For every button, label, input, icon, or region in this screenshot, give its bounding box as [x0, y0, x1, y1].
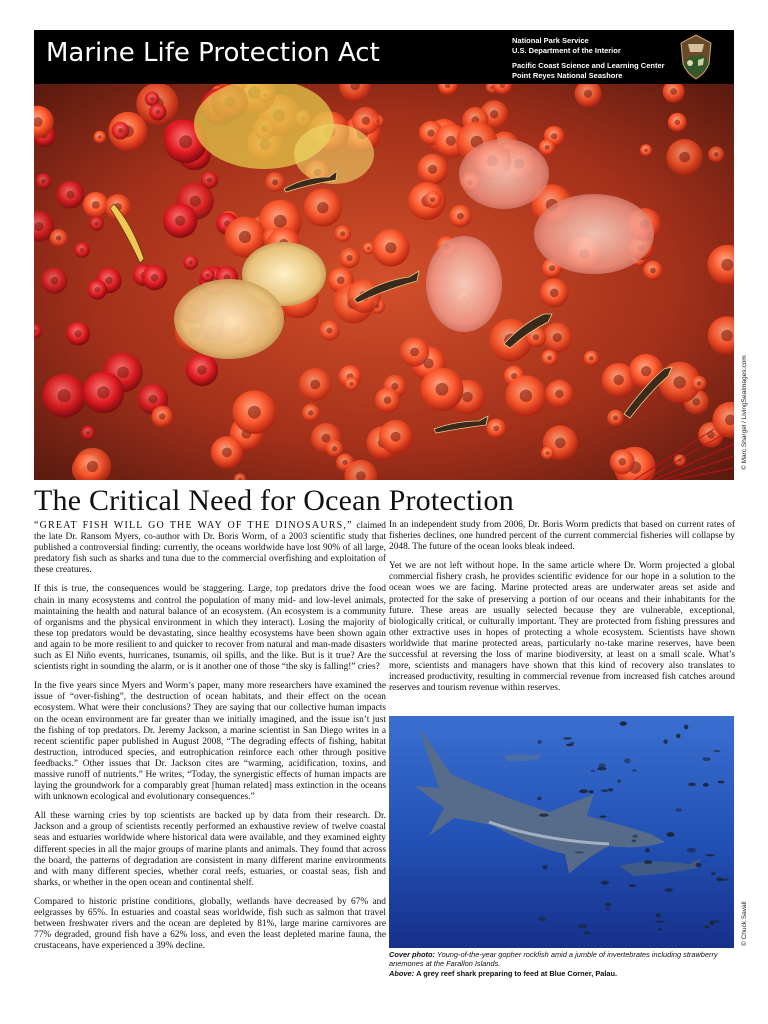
header-bar	[34, 30, 734, 84]
anemone-texture	[391, 432, 401, 442]
anemone-texture	[87, 461, 98, 472]
anemone-texture	[428, 165, 437, 174]
anemone-texture	[41, 179, 46, 184]
anemone-texture	[248, 406, 261, 419]
small-fish	[575, 851, 584, 853]
anemone-texture	[189, 260, 193, 264]
anemone-texture	[337, 276, 345, 284]
paragraph: Compared to historic pristine conditions, globally, wetlands have decreased by 67% and eelgrasses by 65%. In estuaries and coastal seas worldwide, fish such as salmon that travel between freshwater rivers and the ocean are depleted by 81%, large marine carnivores are 77% degraded, ground fish have a 62% loss, and even the least depleted marine fauna, the crustaceans, have experienced a 39% decline.	[34, 896, 386, 952]
small-fish	[599, 816, 606, 818]
small-fish	[601, 881, 609, 885]
small-fish	[584, 931, 591, 934]
lead-quote: “GREAT FISH WILL GO THE WAY OF THE DINOSAURS,”	[34, 520, 353, 531]
small-fish	[620, 721, 627, 725]
small-fish	[538, 917, 546, 922]
anemone-texture	[674, 376, 686, 388]
anemone-texture	[427, 129, 434, 136]
anemone-texture	[86, 431, 90, 435]
anemone-texture	[385, 242, 396, 253]
small-fish	[704, 925, 709, 928]
anemone-texture	[80, 248, 85, 253]
anemone-texture	[58, 389, 71, 402]
anemone-texture	[222, 448, 232, 458]
small-fish	[601, 790, 609, 792]
anemone-texture	[367, 246, 371, 250]
nps-arrowhead-icon	[678, 34, 714, 80]
anemone-texture	[179, 135, 192, 148]
small-fish	[570, 742, 574, 744]
cover-photo-anemones	[34, 84, 734, 480]
agency-line: U.S. Department of the Interior	[512, 45, 621, 55]
anemone-texture	[207, 177, 212, 182]
small-fish	[703, 757, 711, 761]
paragraph: Yet we are not left without hope. In the same article where Dr. Worm projected a global commercial fishery crash, he provides scientific evidence for our hope in a solution to the ocean woes we are facing. Marine protected areas are underwater areas set aside and protected for the sake of preserving a portion of our oceans and their inhabitants for the future. These areas are usually selected because they are vulnerable, exceptional, biologically critical, or culturally important. They are protected from fishing pressures and other extractive uses in hopes of protecting a whole ecosystem. Scientists have shown worldwide that marine protected areas, particularly no-take marine reserves, have been successful at reversing the loss of marine biodiversity, at least on a small scale. What’s more, scientists and managers have shown that this kind of recovery also translates to increased productivity, resulting in commercial revenue from increased fish catches around reserves and tourism revenue within reserves.	[389, 561, 735, 694]
anemone-texture	[650, 268, 656, 274]
small-fish	[709, 920, 714, 925]
small-fish	[632, 770, 637, 772]
page-title: Marine Life Protection Act	[46, 38, 380, 68]
anemone-texture	[547, 355, 552, 360]
anemone-texture	[206, 273, 210, 277]
anemone-texture	[34, 222, 43, 231]
paragraph-text: claimed the late Dr. Ransom Myers, co-author with Dr. Boris Worm, of a 2003 scientific study that published a controversial finding: currently, the oceans worldwide have lost 90% of all large, predatory fish such as sharks and tuna due to the commercial overfishing and exploitation of these creatures.	[34, 521, 386, 576]
small-fish	[632, 834, 638, 838]
paragraph: In an independent study from 2006, Dr. Boris Worm predicts that based on current rates of fisheries declines, one hundred percent of the current commercial fisheries will collapse by 2048. The future of the ocean looks bleak indeed.	[389, 520, 735, 553]
anemone-texture	[644, 148, 648, 152]
small-fish	[645, 848, 650, 852]
small-fish	[632, 840, 636, 843]
anemone-texture	[553, 333, 562, 342]
small-fish	[703, 783, 709, 787]
anemone-texture	[327, 328, 333, 334]
small-fish	[563, 737, 572, 739]
anemone-texture	[446, 136, 456, 146]
anemone-texture	[462, 392, 472, 402]
small-fish	[608, 788, 612, 791]
anemone-texture	[150, 97, 154, 101]
anemone-texture	[555, 438, 566, 449]
small-fish	[684, 725, 688, 730]
anemone-texture	[75, 330, 82, 337]
small-fish	[644, 860, 652, 864]
anemone-texture	[679, 152, 690, 163]
article-headline: The Critical Need for Ocean Protection	[34, 484, 514, 517]
anemone-texture	[175, 216, 185, 226]
small-fish	[720, 879, 730, 881]
anemone-texture	[105, 277, 113, 285]
anemone-texture	[56, 235, 61, 240]
small-fish	[713, 750, 720, 752]
small-fish	[605, 903, 612, 906]
anemone-texture	[546, 451, 550, 455]
anemone-texture	[721, 259, 733, 271]
article-column-right	[389, 520, 735, 702]
anemone-texture	[274, 215, 287, 228]
small-fish	[591, 770, 595, 772]
anemone-texture	[362, 117, 370, 125]
anemone-texture	[92, 201, 100, 209]
small-fish	[676, 734, 680, 738]
anemone-texture	[692, 398, 700, 406]
caption-label: Cover photo:	[389, 950, 435, 959]
anemone-texture	[349, 382, 353, 386]
anemone-texture	[619, 458, 626, 465]
anemone-texture	[66, 191, 74, 199]
anemone-texture	[340, 231, 345, 236]
small-fish	[606, 908, 611, 910]
anemone-texture	[675, 120, 681, 126]
anemone-texture	[155, 109, 160, 114]
anemone-texture	[490, 110, 498, 118]
anemone-texture	[384, 396, 392, 404]
small-fish	[624, 758, 630, 763]
photo-captions	[389, 950, 735, 980]
caption-text: Young-of-the-year gopher rockfish amid a jumble of invertebrates including strawberry anemones at the Farallon Islands.	[389, 950, 718, 969]
anemone-texture	[151, 274, 159, 282]
small-fish	[687, 848, 697, 853]
small-fish	[537, 797, 541, 801]
anemone-texture	[97, 386, 109, 398]
small-fish	[658, 928, 662, 931]
anemone-texture	[98, 135, 102, 139]
anemone-texture	[239, 231, 251, 243]
anemone-texture	[613, 415, 618, 420]
anemone-texture	[272, 179, 278, 185]
shark-photo	[389, 716, 734, 948]
anemone-texture	[551, 133, 557, 139]
anemone-texture	[436, 383, 449, 396]
small-fish	[665, 888, 673, 892]
photo-credit: © Chuck Savall	[741, 901, 748, 946]
anemone-texture	[342, 460, 347, 465]
anemone-texture	[520, 390, 532, 402]
small-fish	[675, 808, 682, 812]
anemone-texture	[721, 330, 733, 342]
center-line: Pacific Coast Science and Learning Center	[512, 61, 665, 70]
small-fish	[706, 854, 715, 856]
small-fish	[718, 781, 725, 784]
article-column-left	[34, 520, 386, 960]
anemone-texture	[670, 88, 677, 95]
paragraph: In the five years since Myers and Worm’s paper, many more researchers have examined the issue of “over-fishing”, the destruction of ocean habitats, and their effect on the ocean ecosystem. What were their conclusions? They are saying that our collective human impacts on the ocean environment are far greater than we initially imagined, and the issue isn’t just the fishing of top predators. Dr. Jeremy Jackson, a marine scientist in San Diego writes in a recent scientific paper published in August 2008, “The degrading effects of fishing, habitat destruction, introduced species, and eutrophication reinforce each other through positive feedbacks.” Other issues that Dr. Jackson cites are “warming, acidification, toxins, and massive runoff of nutrients.” He writes, “Today, the synergistic effects of human impacts are laying the groundwork for a comparably great [human related] mass extinction in the oceans with unknown ecological and evolutionary consequences.”	[34, 681, 386, 803]
agency-block	[512, 36, 677, 80]
center-line: Point Reyes National Seashore	[512, 70, 623, 80]
anemone-texture	[197, 365, 207, 375]
small-fish	[589, 790, 594, 793]
anemone-texture	[149, 395, 158, 404]
anemone-texture	[117, 367, 129, 379]
anemone-texture	[346, 255, 352, 261]
small-fish	[696, 863, 702, 867]
small-fish	[539, 814, 549, 817]
anemone-texture	[714, 152, 719, 157]
photo-credit: © Marc Shargel / LivingSeaImages.com	[741, 355, 748, 470]
small-fish	[711, 872, 716, 875]
anemone-texture	[550, 289, 559, 298]
paragraph: All these warning cries by top scientists are backed up by data from their research. Dr. Jackson and a group of scientists recently performed an exhaustive review of twelve coastal seas and estuaries worldwide where historical data were available, and they examined eighty different species in all the major groups of marine plants and animals. They found that across the board, the patterns of degradation are consistent in many different marine environments and with many different species, whether coral reefs, estuaries, or coastal seas, fish and sharks, or whether in the open ocean and continental shelf.	[34, 811, 386, 888]
anemone-texture	[430, 197, 435, 202]
anemone-texture	[310, 380, 320, 390]
anemone-texture	[322, 434, 331, 443]
small-fish	[579, 789, 588, 793]
anemone-texture	[317, 202, 328, 213]
anemone-texture	[308, 410, 313, 415]
anemone-texture	[410, 348, 419, 357]
small-fish	[656, 921, 666, 923]
small-fish	[666, 832, 674, 837]
small-fish	[538, 740, 542, 744]
small-fish	[688, 783, 696, 787]
anemone-texture	[533, 334, 539, 340]
anemone-texture	[332, 446, 337, 451]
anemone-texture	[545, 145, 550, 150]
anemone-texture	[549, 265, 555, 271]
anemone-texture	[697, 381, 702, 386]
small-fish	[542, 865, 547, 870]
anemone-texture	[190, 196, 201, 207]
small-fish	[617, 779, 621, 783]
small-fish	[629, 884, 636, 887]
caption-text: A grey reef shark preparing to feed at Blue Corner, Palau.	[416, 969, 618, 979]
anemone-texture	[641, 366, 651, 376]
anemone-texture	[589, 356, 594, 361]
small-fish	[655, 913, 660, 917]
anemone-texture	[555, 390, 563, 398]
anemone-texture	[118, 128, 123, 133]
caption-cover	[389, 950, 735, 968]
agency-line: National Park Service	[512, 36, 589, 45]
small-fish	[578, 924, 588, 929]
caption-label: Above:	[389, 969, 415, 979]
paragraph	[34, 520, 386, 576]
anemone-texture	[50, 277, 58, 285]
anemone-texture	[457, 213, 464, 220]
anemone-texture	[493, 426, 499, 432]
anemone-texture	[614, 375, 624, 385]
small-fish	[663, 740, 667, 744]
paragraph: If this is true, the consequences would be staggering. Large, top predators drive the food chain in many ecosystems and control the population of many mid- and low-level animals, maintaining the health and natural balance of an ecosystem. (An ecosystem is a community of organisms and the physical environment in which they interact). Losing the majority of these top predators would be devastating, since healthy ecosystems have been shown again and again to be more resilient to and quicker to recover from natural and man-made disasters such as El Niño events, hurricanes, tsunamis, oil spills, and the like. But is it true? Are the scientists right in sounding the alarm, or is it another one of those “the sky is falling!” cries?	[34, 584, 386, 673]
caption-above	[389, 969, 735, 978]
small-fish	[598, 764, 605, 769]
anemone-texture	[584, 90, 592, 98]
anemone-texture	[94, 287, 100, 293]
anemone-texture	[94, 221, 98, 225]
anemone-texture	[159, 413, 165, 419]
